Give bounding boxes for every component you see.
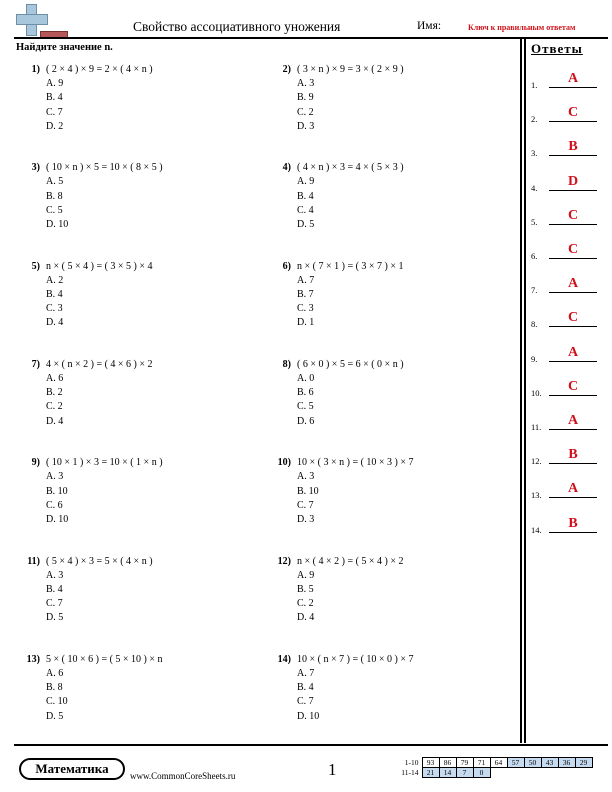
choice-a[interactable]: A. 3: [46, 569, 64, 581]
answer-value: C: [567, 207, 579, 223]
score-cell: 21: [422, 768, 439, 778]
choice-d[interactable]: D. 2: [46, 120, 64, 132]
answer-row: [531, 207, 597, 227]
answer-row: [531, 241, 597, 261]
score-row-label: 11-14: [401, 768, 419, 777]
choice-c[interactable]: C. 7: [46, 598, 63, 610]
answer-choices: [297, 667, 319, 724]
choice-a[interactable]: A. 3: [297, 78, 315, 90]
answer-number: 1.: [531, 80, 538, 90]
problem-equation: n × ( 5 × 4 ) = ( 3 × 5 ) × 4: [46, 260, 153, 272]
answer-value: A: [567, 71, 579, 86]
answer-row: [531, 378, 597, 398]
answer-value: B: [568, 447, 578, 463]
choice-d[interactable]: D. 1: [297, 317, 315, 329]
answer-line: [549, 395, 597, 396]
answer-choices: [46, 569, 63, 626]
score-cell: 43: [541, 758, 558, 768]
answer-choices: [46, 470, 68, 527]
answer-value: B: [568, 139, 578, 155]
answer-line: [549, 326, 597, 327]
answer-value: D: [567, 173, 579, 189]
answer-line: [549, 155, 597, 156]
choice-a[interactable]: A. 0: [297, 373, 315, 385]
answer-row: [531, 515, 597, 535]
score-cell: 50: [524, 758, 541, 768]
answer-number: 12.: [531, 456, 542, 467]
choice-c[interactable]: C. 5: [297, 401, 314, 413]
choice-d[interactable]: D. 3: [297, 513, 315, 525]
score-row-1-10: [396, 758, 592, 768]
footer-divider: [14, 744, 608, 746]
answer-number: 14.: [531, 524, 542, 535]
answer-choices: [297, 175, 314, 232]
answer-value: C: [567, 242, 579, 257]
answer-line: [549, 361, 597, 362]
choice-d[interactable]: D. 4: [46, 317, 64, 329]
score-cell: 79: [456, 758, 473, 768]
name-label: Имя:: [417, 20, 442, 32]
score-cell: 93: [422, 758, 439, 768]
problem-number: 9): [31, 457, 40, 469]
choice-a[interactable]: A. 2: [46, 274, 64, 286]
score-cell: 29: [575, 758, 592, 768]
choice-c[interactable]: C. 2: [297, 598, 314, 610]
choice-d[interactable]: D. 10: [297, 710, 320, 722]
answer-choices: [46, 274, 63, 331]
choice-d[interactable]: D. 4: [46, 415, 64, 427]
score-table: [396, 757, 593, 778]
answer-choices: [46, 372, 63, 429]
answer-row: [531, 104, 597, 124]
choice-c[interactable]: C. 10: [46, 696, 68, 708]
problem-number: 7): [31, 358, 40, 370]
choice-d[interactable]: D. 4: [297, 612, 315, 624]
problem-number: 5): [31, 260, 40, 272]
answer-row: [531, 412, 597, 432]
score-cell: 57: [507, 758, 524, 768]
choice-d[interactable]: D. 5: [46, 612, 64, 624]
choice-b[interactable]: B. 10: [46, 485, 68, 497]
choice-a[interactable]: A. 9: [297, 569, 315, 581]
answer-row: [531, 138, 597, 158]
answer-number: 13.: [531, 490, 542, 501]
problem-equation: 10 × ( n × 7 ) = ( 10 × 0 ) × 7: [297, 653, 414, 665]
problem-equation: ( 6 × 0 ) × 5 = 6 × ( 0 × n ): [297, 358, 404, 370]
answer-row: [531, 480, 597, 500]
choice-a[interactable]: A. 3: [46, 471, 64, 483]
choice-d[interactable]: D. 5: [297, 219, 315, 231]
score-cell: 7: [456, 768, 473, 778]
answer-column-divider-right: [524, 37, 526, 743]
choice-a[interactable]: A. 9: [46, 78, 64, 90]
choice-c[interactable]: C. 2: [297, 106, 314, 118]
answer-choices: [46, 77, 63, 134]
problem-equation: n × ( 7 × 1 ) = ( 3 × 7 ) × 1: [297, 260, 404, 272]
choice-c[interactable]: C. 7: [297, 696, 314, 708]
logo-plus-horizontal: [16, 14, 48, 25]
answer-number: 3.: [531, 148, 538, 159]
answer-choices: [46, 175, 68, 232]
answer-row: [531, 275, 597, 295]
answer-line: [549, 292, 597, 293]
answer-choices: [297, 470, 319, 527]
answer-line: [549, 497, 597, 498]
choice-a[interactable]: A. 6: [46, 667, 64, 679]
problem-number: 4): [282, 162, 291, 174]
choice-d[interactable]: D. 6: [297, 415, 315, 427]
answer-choices: [297, 274, 314, 331]
problem-equation: 5 × ( 10 × 6 ) = ( 5 × 10 ) × n: [46, 653, 163, 665]
answer-column-divider-left: [520, 37, 522, 743]
header-divider: [14, 37, 608, 39]
problem-number: 1): [31, 64, 40, 75]
answer-number: 6.: [531, 251, 538, 261]
answer-value: A: [567, 276, 579, 292]
score-row-11-14: [396, 768, 592, 778]
choice-c[interactable]: C. 6: [46, 499, 63, 511]
answer-value: A: [567, 344, 579, 360]
problem-number: 3): [31, 162, 40, 174]
choice-a[interactable]: A. 3: [297, 471, 315, 483]
instructions: Найдите значение n.: [16, 42, 113, 53]
choice-b[interactable]: B. 4: [46, 92, 63, 104]
choice-b[interactable]: B. 4: [297, 190, 314, 202]
score-cell: 0: [473, 768, 490, 778]
answer-value: A: [567, 481, 579, 497]
score-cell: 36: [558, 758, 575, 768]
choice-a[interactable]: A. 9: [297, 176, 315, 188]
score-cell: 64: [490, 758, 507, 768]
problem-number: 12): [277, 555, 291, 567]
choice-a[interactable]: A. 6: [46, 373, 64, 385]
answer-key-label: Ключ к правильным ответам: [468, 23, 576, 32]
score-cell: 14: [439, 768, 456, 778]
choice-c[interactable]: C. 7: [297, 499, 314, 511]
answer-line: [549, 463, 597, 464]
choice-c[interactable]: C. 4: [297, 204, 314, 216]
choice-d[interactable]: D. 10: [46, 219, 69, 231]
choice-b[interactable]: B. 6: [297, 387, 314, 399]
answer-row: [531, 344, 597, 364]
score-cell: 86: [439, 758, 456, 768]
answer-value: C: [567, 105, 579, 121]
answer-choices: [297, 372, 314, 429]
answer-line: [549, 429, 597, 430]
answer-line: [549, 532, 597, 533]
worksheet-title: Свойство ассоциативного уножения: [133, 19, 341, 34]
answer-row: [531, 309, 597, 329]
website-link[interactable]: www.CommonCoreSheets.ru: [130, 771, 236, 781]
answer-value: B: [568, 515, 578, 531]
problem-equation: 4 × ( n × 2 ) = ( 4 × 6 ) × 2: [46, 358, 153, 370]
problem-equation: ( 4 × n ) × 3 = 4 × ( 5 × 3 ): [297, 162, 404, 174]
answer-choices: [297, 569, 314, 626]
choice-a[interactable]: A. 5: [46, 176, 64, 188]
choice-b[interactable]: B. 2: [46, 387, 63, 399]
problem-number: 13): [26, 653, 40, 665]
problem-equation: ( 10 × n ) × 5 = 10 × ( 8 × 5 ): [46, 162, 163, 174]
answer-value: C: [567, 310, 579, 326]
choice-c[interactable]: C. 7: [46, 106, 63, 118]
choice-b[interactable]: B. 8: [46, 190, 63, 202]
subject-badge: [19, 758, 125, 780]
subject-badge-label: Математика: [21, 760, 123, 778]
choice-b[interactable]: B. 9: [297, 92, 314, 104]
choice-d[interactable]: D. 5: [46, 710, 64, 722]
problem-number: 8): [282, 358, 291, 370]
logo: [14, 4, 70, 38]
problem-number: 6): [282, 260, 291, 272]
problem-equation: ( 2 × 4 ) × 9 = 2 × ( 4 × n ): [46, 64, 153, 75]
answer-row: [531, 70, 597, 90]
choice-d[interactable]: D. 3: [297, 120, 315, 132]
problem-number: 10): [277, 457, 291, 469]
problem-number: 2): [282, 64, 291, 75]
problem-equation: n × ( 4 × 2 ) = ( 5 × 4 ) × 2: [297, 555, 404, 567]
answer-choices: [297, 77, 314, 134]
answers-title: Ответы: [531, 41, 583, 56]
answer-line: [549, 121, 597, 122]
answer-number: 4.: [531, 182, 538, 193]
answer-row: [531, 173, 597, 193]
page-number: 1: [328, 760, 337, 779]
answer-number: 8.: [531, 319, 538, 330]
problem-equation: ( 10 × 1 ) × 3 = 10 × ( 1 × n ): [46, 457, 163, 469]
answer-number: 2.: [531, 114, 538, 125]
choice-b[interactable]: B. 7: [297, 288, 314, 300]
answer-number: 5.: [531, 216, 538, 227]
problem-equation: 10 × ( 3 × n ) = ( 10 × 3 ) × 7: [297, 457, 414, 469]
answer-number: 9.: [531, 353, 538, 364]
problem-number: 11): [27, 555, 40, 567]
answer-value: A: [567, 413, 579, 428]
score-row-label: 1-10: [404, 758, 419, 767]
choice-b[interactable]: B. 8: [46, 682, 63, 694]
choice-a[interactable]: A. 7: [297, 274, 315, 286]
answer-number: 7.: [531, 285, 538, 296]
answer-value: C: [567, 378, 579, 394]
choice-d[interactable]: D. 10: [46, 513, 69, 525]
score-cell: 71: [473, 758, 490, 768]
problem-equation: ( 3 × n ) × 9 = 3 × ( 2 × 9 ): [297, 64, 404, 75]
answer-line: [549, 87, 597, 88]
choice-b[interactable]: B. 10: [297, 485, 319, 497]
choice-c[interactable]: C. 2: [46, 401, 63, 413]
choice-c[interactable]: C. 3: [46, 303, 63, 315]
answer-line: [549, 190, 597, 191]
choice-a[interactable]: A. 7: [297, 667, 315, 679]
choice-b[interactable]: B. 4: [297, 682, 314, 694]
answer-choices: [46, 667, 68, 724]
answer-line: [549, 258, 597, 259]
answer-number: 11.: [531, 422, 542, 432]
problem-number: 14): [277, 653, 291, 665]
choice-c[interactable]: C. 3: [297, 303, 314, 315]
answer-line: [549, 224, 597, 225]
answer-row: [531, 446, 597, 466]
problem-equation: ( 5 × 4 ) × 3 = 5 × ( 4 × n ): [46, 555, 153, 567]
choice-b[interactable]: B. 4: [46, 583, 63, 595]
choice-b[interactable]: B. 4: [46, 288, 63, 300]
choice-c[interactable]: C. 5: [46, 204, 63, 216]
answer-number: 10.: [531, 387, 542, 398]
choice-b[interactable]: B. 5: [297, 583, 314, 595]
